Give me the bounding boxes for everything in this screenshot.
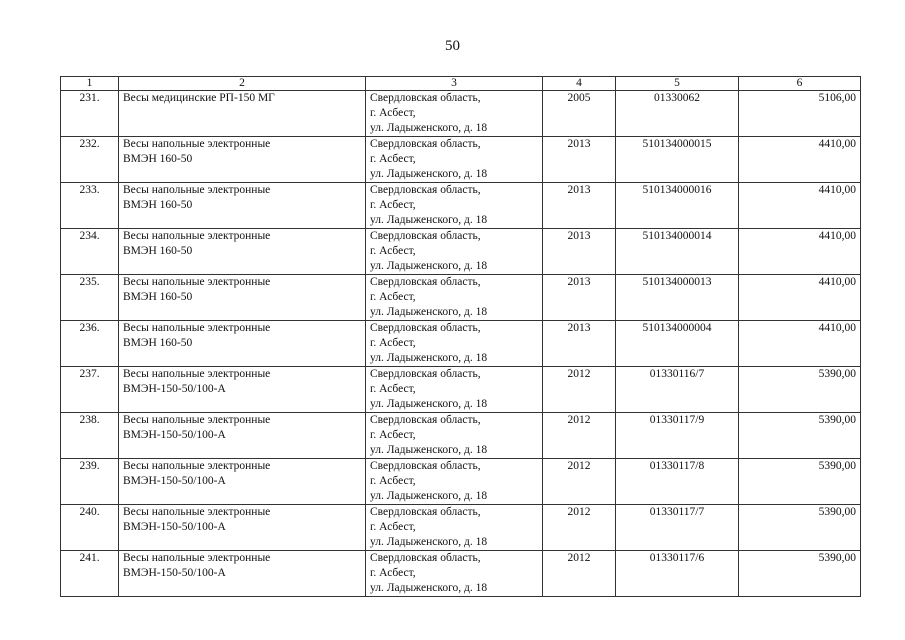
address-cell-line: ул. Ладыженского, д. 18 bbox=[370, 444, 488, 456]
row-number-cell: 238. bbox=[61, 413, 119, 459]
inventory-number-cell: 01330062 bbox=[616, 91, 739, 137]
address-cell-line: Свердловская область, bbox=[370, 506, 481, 518]
address-cell bbox=[366, 91, 543, 137]
year-cell: 2012 bbox=[543, 367, 616, 413]
item-name-cell-line: ВМЭН 160-50 bbox=[123, 199, 193, 211]
address-cell-line: Свердловская область, bbox=[370, 460, 481, 472]
cost-cell: 4410,00 bbox=[739, 183, 861, 229]
table-row bbox=[61, 459, 861, 505]
year-cell: 2013 bbox=[543, 137, 616, 183]
address-cell-line: Свердловская область, bbox=[370, 322, 481, 334]
item-name-cell-line: ВМЭН-150-50/100-А bbox=[123, 383, 226, 395]
address-cell-line: ул. Ладыженского, д. 18 bbox=[370, 306, 488, 318]
cost-cell: 5106,00 bbox=[739, 91, 861, 137]
address-cell bbox=[366, 321, 543, 367]
table-row bbox=[61, 413, 861, 459]
item-name-cell-line: ВМЭН-150-50/100-А bbox=[123, 521, 226, 533]
address-cell bbox=[366, 367, 543, 413]
address-cell-line: ул. Ладыженского, д. 18 bbox=[370, 352, 488, 364]
address-cell-line: г. Асбест, bbox=[370, 199, 416, 211]
column-header-5: 5 bbox=[616, 77, 739, 91]
column-header-6: 6 bbox=[739, 77, 861, 91]
column-header-2: 2 bbox=[119, 77, 366, 91]
address-cell-line: Свердловская область, bbox=[370, 414, 481, 426]
inventory-number-cell: 510134000013 bbox=[616, 275, 739, 321]
inventory-number-cell: 510134000004 bbox=[616, 321, 739, 367]
address-cell-line: г. Асбест, bbox=[370, 567, 416, 579]
address-cell-line: ул. Ладыженского, д. 18 bbox=[370, 168, 488, 180]
table-row bbox=[61, 183, 861, 229]
item-name-cell-line: ВМЭН 160-50 bbox=[123, 337, 193, 349]
year-cell: 2012 bbox=[543, 505, 616, 551]
cost-cell: 4410,00 bbox=[739, 229, 861, 275]
address-cell-line: г. Асбест, bbox=[370, 383, 416, 395]
column-header-4: 4 bbox=[543, 77, 616, 91]
row-number-cell: 235. bbox=[61, 275, 119, 321]
page-number: 50 bbox=[445, 38, 460, 54]
address-cell bbox=[366, 183, 543, 229]
item-name-cell-line: Весы напольные электронные bbox=[123, 322, 271, 334]
address-cell bbox=[366, 275, 543, 321]
address-cell-line: Свердловская область, bbox=[370, 184, 481, 196]
address-cell-line: ул. Ладыженского, д. 18 bbox=[370, 582, 488, 594]
address-cell bbox=[366, 459, 543, 505]
inventory-number-cell: 01330117/9 bbox=[616, 413, 739, 459]
item-name-cell-line: ВМЭН-150-50/100-А bbox=[123, 475, 226, 487]
address-cell-line: г. Асбест, bbox=[370, 521, 416, 533]
row-number-cell: 236. bbox=[61, 321, 119, 367]
inventory-number-cell: 01330117/6 bbox=[616, 551, 739, 597]
item-name-cell bbox=[119, 551, 366, 597]
address-cell-line: ул. Ладыженского, д. 18 bbox=[370, 536, 488, 548]
year-cell: 2012 bbox=[543, 413, 616, 459]
table-row bbox=[61, 367, 861, 413]
cost-cell: 5390,00 bbox=[739, 505, 861, 551]
item-name-cell-line: Весы напольные электронные bbox=[123, 552, 271, 564]
year-cell: 2013 bbox=[543, 321, 616, 367]
address-cell-line: г. Асбест, bbox=[370, 153, 416, 165]
row-number-cell: 241. bbox=[61, 551, 119, 597]
item-name-cell-line: Весы медицинские РП-150 МГ bbox=[123, 92, 275, 104]
item-name-cell-line: ВМЭН 160-50 bbox=[123, 291, 193, 303]
table-row bbox=[61, 137, 861, 183]
year-cell: 2012 bbox=[543, 459, 616, 505]
table-body bbox=[61, 91, 861, 597]
item-name-cell bbox=[119, 321, 366, 367]
inventory-number-cell: 01330117/7 bbox=[616, 505, 739, 551]
cost-cell: 5390,00 bbox=[739, 551, 861, 597]
column-header-1: 1 bbox=[61, 77, 119, 91]
column-header-3: 3 bbox=[366, 77, 543, 91]
item-name-cell-line: Весы напольные электронные bbox=[123, 414, 271, 426]
item-name-cell bbox=[119, 367, 366, 413]
year-cell: 2005 bbox=[543, 91, 616, 137]
item-name-cell-line: Весы напольные электронные bbox=[123, 138, 271, 150]
row-number-cell: 233. bbox=[61, 183, 119, 229]
year-cell: 2012 bbox=[543, 551, 616, 597]
address-cell-line: ул. Ладыженского, д. 18 bbox=[370, 260, 488, 272]
inventory-number-cell: 510134000014 bbox=[616, 229, 739, 275]
address-cell-line: г. Асбест, bbox=[370, 245, 416, 257]
address-cell-line: г. Асбест, bbox=[370, 429, 416, 441]
address-cell-line: Свердловская область, bbox=[370, 552, 481, 564]
address-cell-line: г. Асбест, bbox=[370, 475, 416, 487]
item-name-cell bbox=[119, 413, 366, 459]
item-name-cell bbox=[119, 91, 366, 137]
inventory-number-cell: 510134000015 bbox=[616, 137, 739, 183]
item-name-cell-line: ВМЭН-150-50/100-А bbox=[123, 567, 226, 579]
item-name-cell bbox=[119, 137, 366, 183]
address-cell-line: ул. Ладыженского, д. 18 bbox=[370, 398, 488, 410]
row-number-cell: 240. bbox=[61, 505, 119, 551]
item-name-cell-line: Весы напольные электронные bbox=[123, 276, 271, 288]
cost-cell: 5390,00 bbox=[739, 367, 861, 413]
cost-cell: 5390,00 bbox=[739, 459, 861, 505]
item-name-cell-line: Весы напольные электронные bbox=[123, 230, 271, 242]
row-number-cell: 237. bbox=[61, 367, 119, 413]
address-cell bbox=[366, 505, 543, 551]
inventory-number-cell: 01330117/8 bbox=[616, 459, 739, 505]
header-row bbox=[61, 77, 861, 91]
table-row bbox=[61, 229, 861, 275]
table-row bbox=[61, 505, 861, 551]
row-number-cell: 231. bbox=[61, 91, 119, 137]
year-cell: 2013 bbox=[543, 229, 616, 275]
table-header bbox=[61, 77, 861, 91]
address-cell-line: Свердловская область, bbox=[370, 368, 481, 380]
cost-cell: 5390,00 bbox=[739, 413, 861, 459]
address-cell-line: Свердловская область, bbox=[370, 276, 481, 288]
item-name-cell-line: ВМЭН 160-50 bbox=[123, 153, 193, 165]
year-cell: 2013 bbox=[543, 275, 616, 321]
address-cell-line: ул. Ладыженского, д. 18 bbox=[370, 122, 488, 134]
table-row bbox=[61, 551, 861, 597]
item-name-cell bbox=[119, 505, 366, 551]
address-cell bbox=[366, 137, 543, 183]
address-cell-line: Свердловская область, bbox=[370, 230, 481, 242]
row-number-cell: 234. bbox=[61, 229, 119, 275]
item-name-cell-line: ВМЭН-150-50/100-А bbox=[123, 429, 226, 441]
item-name-cell bbox=[119, 459, 366, 505]
address-cell-line: ул. Ладыженского, д. 18 bbox=[370, 214, 488, 226]
item-name-cell bbox=[119, 229, 366, 275]
table-row bbox=[61, 321, 861, 367]
address-cell-line: г. Асбест, bbox=[370, 337, 416, 349]
address-cell bbox=[366, 413, 543, 459]
item-name-cell bbox=[119, 183, 366, 229]
inventory-number-cell: 510134000016 bbox=[616, 183, 739, 229]
row-number-cell: 239. bbox=[61, 459, 119, 505]
inventory-number-cell: 01330116/7 bbox=[616, 367, 739, 413]
cost-cell: 4410,00 bbox=[739, 321, 861, 367]
table-row bbox=[61, 91, 861, 137]
address-cell-line: ул. Ладыженского, д. 18 bbox=[370, 490, 488, 502]
table-row bbox=[61, 275, 861, 321]
row-number-cell: 232. bbox=[61, 137, 119, 183]
item-name-cell-line: Весы напольные электронные bbox=[123, 184, 271, 196]
address-cell bbox=[366, 551, 543, 597]
address-cell-line: г. Асбест, bbox=[370, 107, 416, 119]
item-name-cell-line: Весы напольные электронные bbox=[123, 506, 271, 518]
cost-cell: 4410,00 bbox=[739, 275, 861, 321]
inventory-table bbox=[60, 76, 861, 597]
item-name-cell bbox=[119, 275, 366, 321]
item-name-cell-line: Весы напольные электронные bbox=[123, 460, 271, 472]
cost-cell: 4410,00 bbox=[739, 137, 861, 183]
address-cell bbox=[366, 229, 543, 275]
item-name-cell-line: Весы напольные электронные bbox=[123, 368, 271, 380]
year-cell: 2013 bbox=[543, 183, 616, 229]
address-cell-line: Свердловская область, bbox=[370, 138, 481, 150]
item-name-cell-line: ВМЭН 160-50 bbox=[123, 245, 193, 257]
address-cell-line: г. Асбест, bbox=[370, 291, 416, 303]
address-cell-line: Свердловская область, bbox=[370, 92, 481, 104]
